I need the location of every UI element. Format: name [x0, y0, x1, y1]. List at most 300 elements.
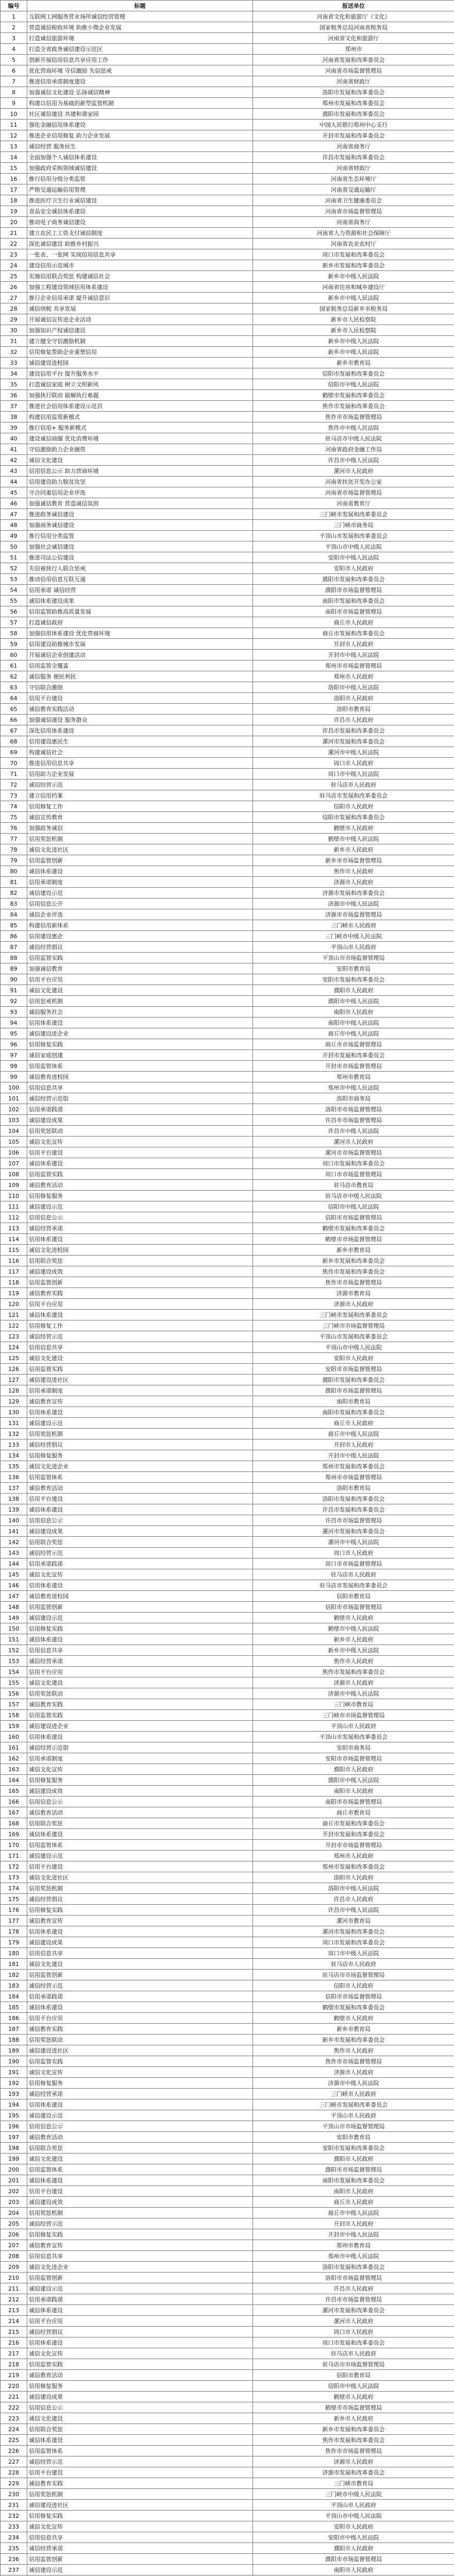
- row-unit: 濮阳市人民政府: [253, 2154, 454, 2164]
- table-row: [1, 1840, 454, 1851]
- row-title: 信用平台应用: [27, 1299, 253, 1310]
- row-index: 79: [1, 855, 27, 866]
- table-row: [1, 1407, 454, 1418]
- row-unit: 三门峡市商务局: [253, 520, 454, 531]
- table-row: [1, 1721, 454, 1732]
- row-unit: 开封市人民政府: [253, 639, 454, 650]
- table-row: [1, 1039, 454, 1050]
- row-title: 诚信经营示范街: [27, 1093, 253, 1104]
- row-title: 信用建设惠民生: [27, 736, 253, 747]
- row-title: 信用信息共享: [27, 1948, 253, 1959]
- row-index: 160: [1, 1732, 27, 1742]
- row-title: 信用监管创新: [27, 1277, 253, 1288]
- row-title: 信用信息公示: [27, 1515, 253, 1526]
- row-title: 诚信建设示范: [27, 888, 253, 899]
- table-row: [1, 909, 454, 920]
- table-row: [1, 130, 454, 141]
- row-unit: 济源市人民政府: [253, 1677, 454, 1688]
- row-title: 打造诚信政府: [27, 617, 253, 628]
- row-index: 225: [1, 2435, 27, 2446]
- row-unit: 焦作市人民政府: [253, 1656, 454, 1667]
- row-index: 125: [1, 1353, 27, 1364]
- row-unit: 郑州市发展和改革委员会: [253, 1861, 454, 1872]
- row-unit: 河南省人力资源和社会保障厅: [253, 228, 454, 239]
- table-row: [1, 1277, 454, 1288]
- table-row: [1, 1115, 454, 1126]
- table-row: [1, 1385, 454, 1396]
- row-index: 11: [1, 120, 27, 130]
- row-index: 71: [1, 769, 27, 779]
- row-title: 建立信用档案: [27, 790, 253, 801]
- row-unit: 济源市市场监督管理局: [253, 909, 454, 920]
- table-row: [1, 1223, 454, 1234]
- table-row: [1, 1656, 454, 1667]
- row-unit: 郑州市中级人民法院: [253, 1082, 454, 1093]
- table-row: [1, 2413, 454, 2424]
- row-index: 17: [1, 184, 27, 195]
- table-row: [1, 1959, 454, 1970]
- table-row: [1, 1050, 454, 1061]
- row-unit: 焦作市发展和改革委员会: [253, 401, 454, 412]
- table-row: [1, 899, 454, 909]
- row-unit: 三门峡市市场监督管理局: [253, 1710, 454, 1721]
- row-index: 10: [1, 109, 27, 120]
- row-unit: 漯河市发展和改革委员会: [253, 1926, 454, 1937]
- row-title: 诚信建设成果: [27, 1115, 253, 1126]
- row-title: 信用建设助力脱贫攻坚: [27, 477, 253, 487]
- table-row: [1, 531, 454, 541]
- row-title: 加强社会诚信建设: [27, 541, 253, 552]
- table-row: [1, 1147, 454, 1158]
- row-index: 159: [1, 1721, 27, 1732]
- row-unit: 开封市中级人民法院: [253, 1450, 454, 1461]
- row-title: 诚信宣传教育: [27, 812, 253, 823]
- row-title: 推行信用分类监管: [27, 531, 253, 541]
- table-row: [1, 2402, 454, 2413]
- row-index: 222: [1, 2402, 27, 2413]
- row-title: 守合同重信用企业评选: [27, 487, 253, 498]
- row-index: 162: [1, 1753, 27, 1764]
- table-row: [1, 2467, 454, 2478]
- table-row: [1, 1926, 454, 1937]
- row-title: 诚信经营示范: [27, 2456, 253, 2467]
- row-title: 深化信用体系建设: [27, 725, 253, 736]
- row-unit: 鹤壁市人民政府: [253, 2392, 454, 2402]
- row-title: 信用奖惩机制: [27, 834, 253, 844]
- table-row: [1, 2056, 454, 2067]
- row-index: 70: [1, 758, 27, 769]
- row-index: 6: [1, 65, 27, 76]
- row-title: 信用体系建设: [27, 2099, 253, 2110]
- table-row: [1, 1883, 454, 1894]
- row-index: 158: [1, 1710, 27, 1721]
- table-row: [1, 1061, 454, 1072]
- row-title: 信用监管体系: [27, 1061, 253, 1072]
- row-unit: 漯河市发展和改革委员会: [253, 2305, 454, 2316]
- row-index: 207: [1, 2240, 27, 2251]
- row-index: 124: [1, 1342, 27, 1353]
- row-unit: 安阳市发展和改革委员会: [253, 974, 454, 985]
- row-unit: 周口市人民政府: [253, 1548, 454, 1558]
- row-index: 62: [1, 671, 27, 682]
- row-index: 55: [1, 596, 27, 606]
- row-index: 127: [1, 1375, 27, 1385]
- row-title: 信用信息共享: [27, 2251, 253, 2262]
- row-title: 诚信建设示范: [27, 2283, 253, 2294]
- row-index: 108: [1, 1169, 27, 1180]
- row-unit: 周口市市场监督管理局: [253, 1169, 454, 1180]
- row-index: 199: [1, 2154, 27, 2164]
- row-unit: 平顶山市人民政府: [253, 2500, 454, 2511]
- row-unit: 河南省财政厅: [253, 163, 454, 174]
- row-unit: 濮阳市人民政府: [253, 985, 454, 996]
- row-index: 119: [1, 1288, 27, 1299]
- row-index: 26: [1, 282, 27, 293]
- row-title: 推进信用承诺制度建设: [27, 76, 253, 87]
- table-header-row: [1, 1, 454, 11]
- row-unit: 平顶山市市场监督管理局: [253, 2121, 454, 2132]
- row-title: 信用修复帮助企业重塑信用: [27, 347, 253, 358]
- row-title: 诚信经营承诺: [27, 1223, 253, 1234]
- row-unit: 许昌市发展和改革委员会: [253, 1504, 454, 1515]
- row-unit: 新乡市发展和改革委员会: [253, 2035, 454, 2045]
- row-title: 信用奖惩机制: [27, 2208, 253, 2218]
- row-title: 诚信建设成效: [27, 1266, 253, 1277]
- row-index: 53: [1, 574, 27, 585]
- row-index: 130: [1, 1407, 27, 1418]
- row-title: 信用监管创新: [27, 2273, 253, 2283]
- row-title: 诚信文化建设: [27, 1353, 253, 1364]
- row-unit: 信阳市教育局: [253, 1591, 454, 1602]
- row-title: 信用联合奖惩: [27, 1537, 253, 1548]
- row-index: 188: [1, 2035, 27, 2045]
- table-row: [1, 1180, 454, 1191]
- row-unit: 三门峡市中级人民法院: [253, 2489, 454, 2500]
- table-row: [1, 931, 454, 942]
- row-index: 67: [1, 725, 27, 736]
- table-row: [1, 736, 454, 747]
- row-unit: 开封市发展和改革委员会: [253, 1050, 454, 1061]
- row-unit: 焦作市发展和改革委员会: [253, 1266, 454, 1277]
- table-row: [1, 2067, 454, 2078]
- table-row: [1, 953, 454, 963]
- row-unit: 漯河市教育局: [253, 1916, 454, 1926]
- table-row: [1, 1613, 454, 1623]
- row-unit: 商丘市中级人民法院: [253, 1028, 454, 1039]
- row-title: 信用信息公示: [27, 1212, 253, 1223]
- row-index: 5: [1, 55, 27, 65]
- row-title: 信用监管助推高质量发展: [27, 606, 253, 617]
- row-title: 信用承诺践诺: [27, 2294, 253, 2305]
- row-title: 诚信建设成效: [27, 1786, 253, 1797]
- table-row: [1, 141, 454, 152]
- row-title: 加强诚信教育 营造诚信氛围: [27, 498, 253, 509]
- row-unit: 驻马店市人民政府: [253, 1569, 454, 1580]
- row-unit: 郑州市市场监督管理局: [253, 660, 454, 671]
- table-row: [1, 249, 454, 260]
- row-title: 信用承诺制度: [27, 877, 253, 888]
- row-unit: 新乡市发展和改革委员会: [253, 2424, 454, 2435]
- row-unit: 鹤壁市中级人民法院: [253, 834, 454, 844]
- table-row: [1, 120, 454, 130]
- row-index: 170: [1, 1840, 27, 1851]
- table-row: [1, 812, 454, 823]
- table-row: [1, 1266, 454, 1277]
- row-unit: 周口市发展和改革委员会: [253, 1158, 454, 1169]
- row-title: 信用体系建设: [27, 1234, 253, 1245]
- table-row: [1, 314, 454, 325]
- row-unit: 南阳市发展和改革委员会: [253, 2175, 454, 2186]
- row-unit: 河南省市场监督管理局: [253, 65, 454, 76]
- table-row: [1, 2229, 454, 2240]
- table-row: [1, 1310, 454, 1320]
- row-title: 推行企业信用承诺 提升诚信意识: [27, 293, 253, 303]
- row-unit: 周口市人民政府: [253, 2327, 454, 2337]
- row-index: 18: [1, 195, 27, 206]
- row-title: 信用承诺制度: [27, 1753, 253, 1764]
- row-title: 诚信经营示范: [27, 2218, 253, 2229]
- table-row: [1, 206, 454, 217]
- row-unit: 新乡市人民政府: [253, 1634, 454, 1645]
- row-unit: 濮阳市中级人民法院: [253, 996, 454, 1007]
- row-index: 122: [1, 1320, 27, 1331]
- row-index: 153: [1, 1656, 27, 1667]
- row-title: 诚信体系建设: [27, 1310, 253, 1320]
- row-index: 58: [1, 628, 27, 639]
- row-unit: 濮阳市发展和改革委员会: [253, 574, 454, 585]
- row-index: 123: [1, 1331, 27, 1342]
- table-row: [1, 1082, 454, 1093]
- row-title: 严格交通运输信用管理: [27, 184, 253, 195]
- table-row: [1, 2316, 454, 2327]
- table-row: [1, 725, 454, 736]
- row-unit: 开封市人民政府: [253, 2218, 454, 2229]
- row-unit: 郑州市人民政府: [253, 671, 454, 682]
- row-unit: 安阳市发展和改革委员会: [253, 2143, 454, 2154]
- row-unit: 郑州市人民政府: [253, 1851, 454, 1861]
- row-unit: 许昌市发展和改革委员会: [253, 152, 454, 163]
- row-title: 建设诚信商圈 优化消费环境: [27, 433, 253, 444]
- row-title: 诚信经营示范街: [27, 1742, 253, 1753]
- row-unit: 济源市中级人民法院: [253, 899, 454, 909]
- row-unit: 济源市教育局: [253, 1288, 454, 1299]
- row-unit: 开封市市场监督管理局: [253, 1840, 454, 1851]
- table-row: [1, 877, 454, 888]
- row-unit: 商丘市市场监督管理局: [253, 1039, 454, 1050]
- row-index: 56: [1, 606, 27, 617]
- row-index: 161: [1, 1742, 27, 1753]
- row-title: 加强诚信文化建设 弘扬诚信精神: [27, 87, 253, 98]
- row-unit: 河南省住房和城乡建设厅: [253, 282, 454, 293]
- row-title: 诚信文化宣传: [27, 2521, 253, 2532]
- row-index: 234: [1, 2532, 27, 2543]
- row-title: 信用修复服务: [27, 1191, 253, 1201]
- row-title: 诚信文化宣传: [27, 1764, 253, 1775]
- table-row: [1, 552, 454, 563]
- table-row: [1, 1418, 454, 1429]
- row-title: 诚信体系建设: [27, 2002, 253, 2013]
- row-index: 217: [1, 2348, 27, 2359]
- row-unit: 济源市人民政府: [253, 877, 454, 888]
- row-title: 信用信息共享: [27, 1342, 253, 1353]
- row-index: 138: [1, 1494, 27, 1504]
- row-title: 信用体系建设: [27, 1732, 253, 1742]
- table-row: [1, 1472, 454, 1483]
- row-title: 加强诚信建设 服务群众: [27, 715, 253, 725]
- table-row: [1, 1829, 454, 1840]
- table-row: [1, 1126, 454, 1137]
- row-title: 诚信建设成果: [27, 2392, 253, 2402]
- row-unit: 驻马店市中级人民法院: [253, 1191, 454, 1201]
- row-unit: 商丘市中级人民法院: [253, 1429, 454, 1439]
- row-unit: 新乡市教育局: [253, 2024, 454, 2035]
- row-unit: 濮阳市人民政府: [253, 2543, 454, 2554]
- row-title: 信用信息公示: [27, 2402, 253, 2413]
- row-index: 89: [1, 963, 27, 974]
- row-index: 211: [1, 2283, 27, 2294]
- row-index: 227: [1, 2456, 27, 2467]
- row-title: 诚信建设进校园: [27, 358, 253, 368]
- row-unit: 新乡市中级人民法院: [253, 271, 454, 282]
- row-index: 35: [1, 379, 27, 390]
- row-title: 诚信建设进社区: [27, 1375, 253, 1385]
- row-index: 14: [1, 152, 27, 163]
- table-row: [1, 2078, 454, 2089]
- row-index: 179: [1, 1937, 27, 1948]
- row-index: 219: [1, 2370, 27, 2381]
- row-index: 114: [1, 1234, 27, 1245]
- table-row: [1, 1245, 454, 1256]
- row-title: 诚信建设进企业: [27, 1028, 253, 1039]
- row-index: 202: [1, 2186, 27, 2197]
- row-unit: 安阳市教育局: [253, 963, 454, 974]
- row-index: 39: [1, 422, 27, 433]
- table-row: [1, 1364, 454, 1375]
- table-row: [1, 2024, 454, 2035]
- table-row: [1, 2543, 454, 2554]
- row-index: 80: [1, 866, 27, 877]
- row-unit: 鹤壁市发展和改革委员会: [253, 390, 454, 401]
- row-title: 诚信文化建设: [27, 455, 253, 466]
- row-unit: 信阳市教育局: [253, 2370, 454, 2381]
- row-title: 深化诚信建设 助推乡村振兴: [27, 239, 253, 249]
- row-unit: 河南省扶贫开发办公室: [253, 477, 454, 487]
- row-unit: 濮阳市发展和改革委员会: [253, 109, 454, 120]
- row-index: 165: [1, 1786, 27, 1797]
- row-unit: 漯河市中级人民法院: [253, 747, 454, 758]
- row-unit: 三门峡市发展和改革委员会: [253, 2099, 454, 2110]
- row-unit: 河南省文化和旅游厅（文化）: [253, 11, 454, 22]
- row-unit: 郑州市教育局: [253, 1072, 454, 1082]
- row-unit: 平顶山市人民政府: [253, 942, 454, 953]
- row-title: 打造全省政务诚信建设示范区: [27, 44, 253, 55]
- row-unit: 焦作市发展和改革委员会: [253, 2435, 454, 2446]
- row-index: 177: [1, 1916, 27, 1926]
- table-row: [1, 1158, 454, 1169]
- row-index: 83: [1, 899, 27, 909]
- row-title: 诚信经营承诺: [27, 1656, 253, 1667]
- table-row: [1, 1461, 454, 1472]
- row-title: 创新开展信用信息共享应用工作: [27, 55, 253, 65]
- row-index: 205: [1, 2218, 27, 2229]
- row-unit: 鹤壁市人民政府: [253, 2013, 454, 2024]
- row-title: 诚信服务 便民利民: [27, 671, 253, 682]
- table-row: [1, 1429, 454, 1439]
- row-index: 176: [1, 1905, 27, 1916]
- row-title: 信用监管全覆盖: [27, 660, 253, 671]
- row-unit: 平顶山市市场监督管理局: [253, 953, 454, 963]
- row-index: 190: [1, 2056, 27, 2067]
- table-row: [1, 1288, 454, 1299]
- row-unit: 三门峡市市场监督管理局: [253, 1320, 454, 1331]
- row-title: 信用修复实践: [27, 2511, 253, 2521]
- row-index: 101: [1, 1093, 27, 1104]
- row-index: 40: [1, 433, 27, 444]
- table-row: [1, 2327, 454, 2337]
- row-unit: 鹤壁市市场监督管理局: [253, 1234, 454, 1245]
- row-unit: 南阳市发展和改革委员会: [253, 596, 454, 606]
- row-unit: 南阳市人民政府: [253, 1786, 454, 1797]
- row-index: 44: [1, 477, 27, 487]
- table-row: [1, 585, 454, 596]
- row-index: 64: [1, 693, 27, 704]
- row-index: 76: [1, 823, 27, 834]
- row-index: 88: [1, 953, 27, 963]
- table-row: [1, 769, 454, 779]
- table-row: [1, 1980, 454, 1991]
- table-row: [1, 455, 454, 466]
- row-index: 74: [1, 801, 27, 812]
- table-row: [1, 152, 454, 163]
- row-title: 信用联合奖惩: [27, 2143, 253, 2154]
- row-index: 59: [1, 639, 27, 650]
- row-title: 诚信体系建设: [27, 1504, 253, 1515]
- row-unit: 焦作市市场监督管理局: [253, 2056, 454, 2067]
- row-title: 构建信用新体系: [27, 920, 253, 931]
- table-row: [1, 195, 454, 206]
- row-index: 146: [1, 1580, 27, 1591]
- row-title: 信用监管实践: [27, 953, 253, 963]
- table-row: [1, 2565, 454, 2575]
- table-row: [1, 1764, 454, 1775]
- row-title: 信用修复服务: [27, 2078, 253, 2089]
- table-row: [1, 2521, 454, 2532]
- row-index: 90: [1, 974, 27, 985]
- row-unit: 河南省市场监督管理局: [253, 487, 454, 498]
- row-index: 115: [1, 1245, 27, 1256]
- row-title: 信用修复实践: [27, 2229, 253, 2240]
- row-unit: 安阳市人民政府: [253, 563, 454, 574]
- table-row: [1, 1569, 454, 1580]
- row-unit: 焦作市人民政府: [253, 866, 454, 877]
- table-row: [1, 942, 454, 953]
- table-row: [1, 2370, 454, 2381]
- row-unit: 许昌市人民政府: [253, 715, 454, 725]
- row-unit: 许昌市发展和改革委员会: [253, 725, 454, 736]
- row-unit: 郑州市中级人民法院: [253, 2251, 454, 2262]
- row-title: 诚信建设进社区: [27, 2045, 253, 2056]
- row-unit: 南阳市市场监督管理局: [253, 606, 454, 617]
- row-unit: 开封市市场监督管理局: [253, 1061, 454, 1072]
- row-index: 110: [1, 1191, 27, 1201]
- row-index: 169: [1, 1829, 27, 1840]
- table-row: [1, 1007, 454, 1018]
- row-index: 98: [1, 1061, 27, 1072]
- table-row: [1, 1905, 454, 1916]
- table-row: [1, 1028, 454, 1039]
- row-unit: 漯河市人民政府: [253, 1137, 454, 1147]
- table-row: [1, 1861, 454, 1872]
